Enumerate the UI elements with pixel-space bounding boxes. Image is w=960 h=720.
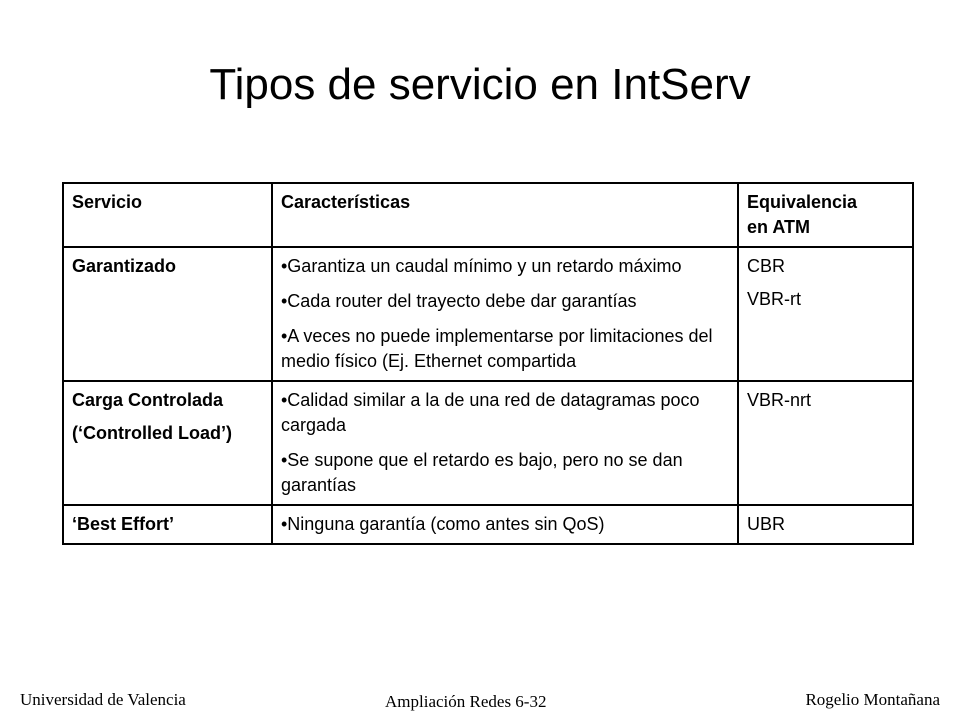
service-name: Garantizado (72, 256, 177, 276)
feature-item: •Calidad similar a la de una red de datagramas poco cargada (281, 390, 700, 435)
service-cell (63, 247, 272, 381)
footer-university: Universidad de Valencia (20, 690, 186, 709)
feature-item: •Cada router del trayecto debe dar garantías (281, 291, 637, 311)
header-equivalencia-line1: Equivalencia (747, 192, 858, 212)
atm-item: VBR-rt (747, 289, 801, 309)
features-cell (272, 505, 738, 544)
service-alias: (‘Controlled Load’) (72, 423, 232, 443)
table-row (63, 381, 913, 505)
feature-item: •Ninguna garantía (como antes sin QoS) (281, 514, 605, 534)
table-row (63, 505, 913, 544)
service-cell (63, 505, 272, 544)
service-types-table (62, 182, 914, 545)
slide-title: Tipos de servicio en IntServ (209, 60, 751, 109)
atm-cell (738, 247, 913, 381)
header-equivalencia-line2: en ATM (747, 217, 810, 237)
features-cell (272, 247, 738, 381)
footer-author: Rogelio Montañana (805, 690, 940, 709)
atm-item: VBR-nrt (747, 390, 812, 410)
service-name: ‘Best Effort’ (72, 514, 175, 534)
atm-item: CBR (747, 256, 786, 276)
header-caracteristicas: Características (272, 183, 738, 247)
header-servicio: Servicio (63, 183, 272, 247)
service-name: Carga Controlada (72, 390, 224, 410)
feature-item: •A veces no puede implementarse por limitaciones del medio físico (Ej. Ethernet compartida (281, 326, 713, 371)
feature-item: •Se supone que el retardo es bajo, pero no se dan garantías (281, 450, 683, 495)
feature-item: •Garantiza un caudal mínimo y un retardo máximo (281, 256, 682, 276)
features-cell (272, 381, 738, 505)
service-cell (63, 381, 272, 505)
table-row (63, 247, 913, 381)
atm-cell (738, 505, 913, 544)
atm-item: UBR (747, 514, 786, 534)
table-header-row (63, 183, 913, 247)
atm-cell (738, 381, 913, 505)
footer-course-page: Ampliación Redes 6-32 (385, 692, 547, 711)
header-equivalencia (738, 183, 913, 247)
